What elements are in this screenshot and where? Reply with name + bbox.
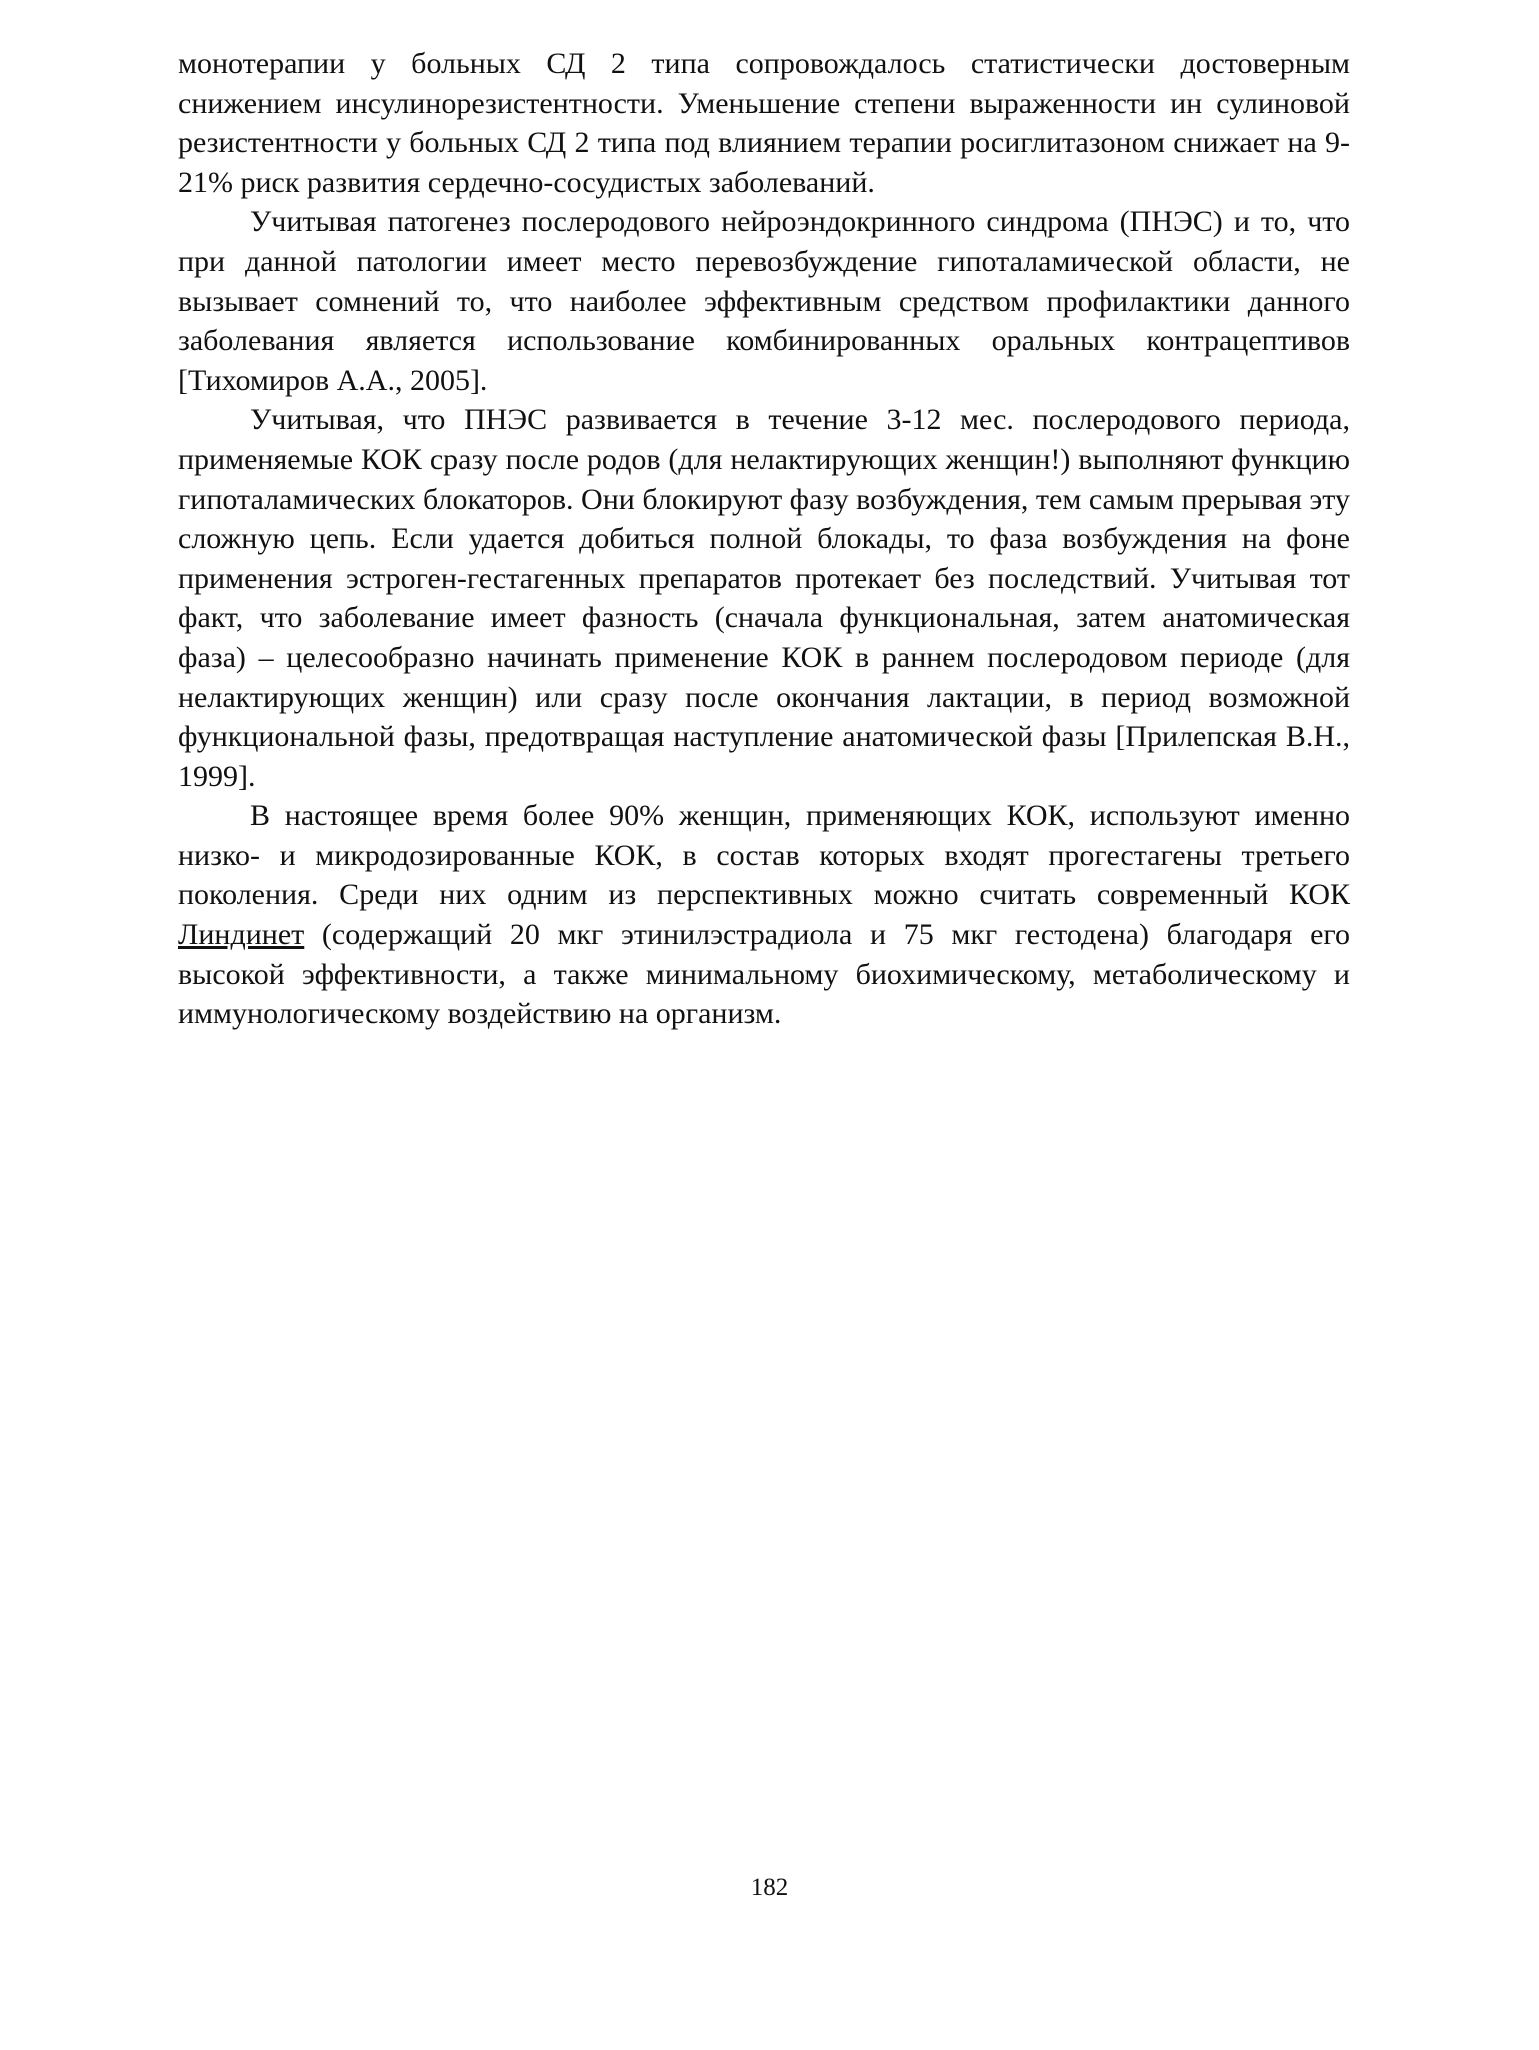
paragraph-text-after: (содержащий 20 мкг этинилэстрадиола и 75 мкг гестодена) благодаря его высокой эффективности, а также минимальному биохимическому, метаболическому и иммунологическому воздействию на организм. bbox=[178, 918, 1350, 1031]
paragraph-text-before: В настоящее время более 90% женщин, применяющих КОК, используют именно низко- и микродозированные КОК, в состав которых входят прогестагены третьего поколения. Среди них одним из перспективных можно считать современный КОК bbox=[178, 799, 1350, 912]
underlined-drug-name: Линдинет bbox=[178, 918, 305, 952]
paragraph-low-dose-kok bbox=[178, 796, 1350, 1034]
body-text bbox=[178, 44, 1350, 1034]
paragraph-continuation: монотерапии у больных СД 2 типа сопровождалось статистически достоверным снижением инсулинорезистентности. Уменьшение степени выраженности ин сулиновой резистентности у больных СД 2 типа под влиянием терапии росиглитазоном снижает на 9-21% риск развития сердечно-сосудистых заболеваний. bbox=[178, 47, 1350, 199]
page-number: 182 bbox=[750, 1874, 789, 1901]
paragraph-pnes-pathogenesis: Учитывая патогенез послеродового нейроэндокринного синдрома (ПНЭС) и то, что при данной патологии имеет место перевозбуждение гипоталамической области, не вызывает сомнений то, что наиболее эффективным средством профилактики данного заболевания является использование комбинированных оральных контрацептивов [Тихомиров А.А., 2005]. bbox=[178, 205, 1350, 397]
paragraph-pnes-development: Учитывая, что ПНЭС развивается в течение 3-12 мес. послеродового периода, применяемые КОК сразу после родов (для нелактирующих женщин!) выполняют функцию гипоталамических блокаторов. Они блокируют фазу возбуждения, тем самым прерывая эту сложную цепь. Если удается добиться полной блокады, то фаза возбуждения на фоне применения эстроген-гестагенных препаратов протекает без последствий. Учитывая тот факт, что заболевание имеет фазность (сначала функциональная, затем анатомическая фаза) – целесообразно начинать применение КОК в раннем послеродовом периоде (для нелактирующих женщин) или сразу после окончания лактации, в период возможной функциональной фазы, предотвращая наступление анатомической фазы [Прилепская В.Н., 1999]. bbox=[178, 403, 1350, 793]
